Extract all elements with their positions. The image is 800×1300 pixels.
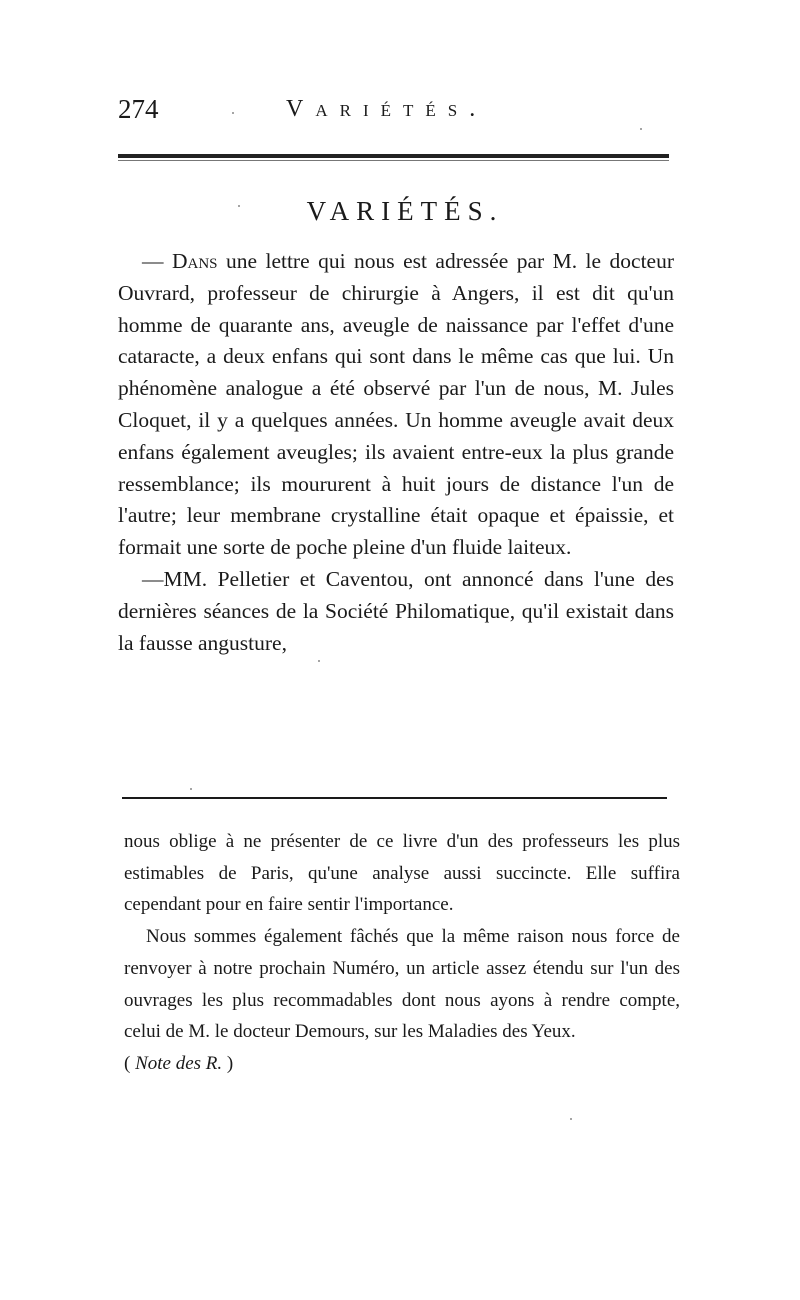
footnote-rule xyxy=(122,797,667,799)
note-close-paren: ) xyxy=(222,1052,234,1074)
print-speck xyxy=(318,660,320,662)
print-speck xyxy=(640,128,642,130)
paragraph-pelletier-caventou: —MM. Pelletier et Caventou, ont annoncé dans l'une des dernières séances de la Société Philomatique, qu'il existait dans la fausse angusture, xyxy=(118,566,674,655)
main-text xyxy=(118,246,674,659)
print-speck xyxy=(232,112,234,114)
print-speck xyxy=(570,1118,572,1120)
note-signature: Note des R. xyxy=(135,1052,223,1074)
paragraph-dash: — xyxy=(142,249,172,273)
print-speck xyxy=(190,788,192,790)
running-head xyxy=(118,92,678,126)
running-title: Variétés. xyxy=(286,96,488,122)
paragraph-body: une lettre qui nous est adressée par M. le docteur Ouvrard, professeur de chirurgie à Angers, il est dit qu'un homme de quarante ans, aveugle de naissance par l'effet d'une cataracte, a deux enfans qui sont dans le même cas que lui. Un phénomène analogue a été observé par l'un de nous, M. Jules Cloquet, il y a quelques années. Un homme aveugle avait deux enfans également aveugles; ils avaient entre-eux la plus grande ressemblance; ils moururent à huit jours de distance l'un de l'autre; leur membrane crystalline était opaque et épaissie, et formait une sorte de poche pleine d'un fluide laiteux. xyxy=(118,249,675,560)
footnote-paragraph-1: nous oblige à ne présenter de ce livre d'un des professeurs les plus estimables de Paris, qu'une analyse aussi succincte. Elle suffira cependant pour en faire sentir l'importance. xyxy=(124,831,680,916)
footnote xyxy=(124,826,680,1080)
header-rule xyxy=(118,154,669,158)
lead-word: Dans xyxy=(171,249,218,273)
print-speck xyxy=(238,205,240,207)
paragraph-blind-children xyxy=(118,246,674,564)
footnote-signature xyxy=(124,1048,680,1080)
footnote-paragraph-2: Nous sommes également fâchés que la même raison nous force de renvoyer à notre prochain Numéro, un article assez étendu sur l'un des ouvrages les plus recommadables dont nous ayons à rendre compte, celui de M. le docteur Demours, sur les Maladies des Yeux. xyxy=(124,926,680,1043)
section-title: VARIÉTÉS. xyxy=(306,196,504,226)
note-open-paren: ( xyxy=(124,1052,136,1074)
page-number: 274 xyxy=(118,94,159,124)
header-rule-thin xyxy=(118,160,669,161)
